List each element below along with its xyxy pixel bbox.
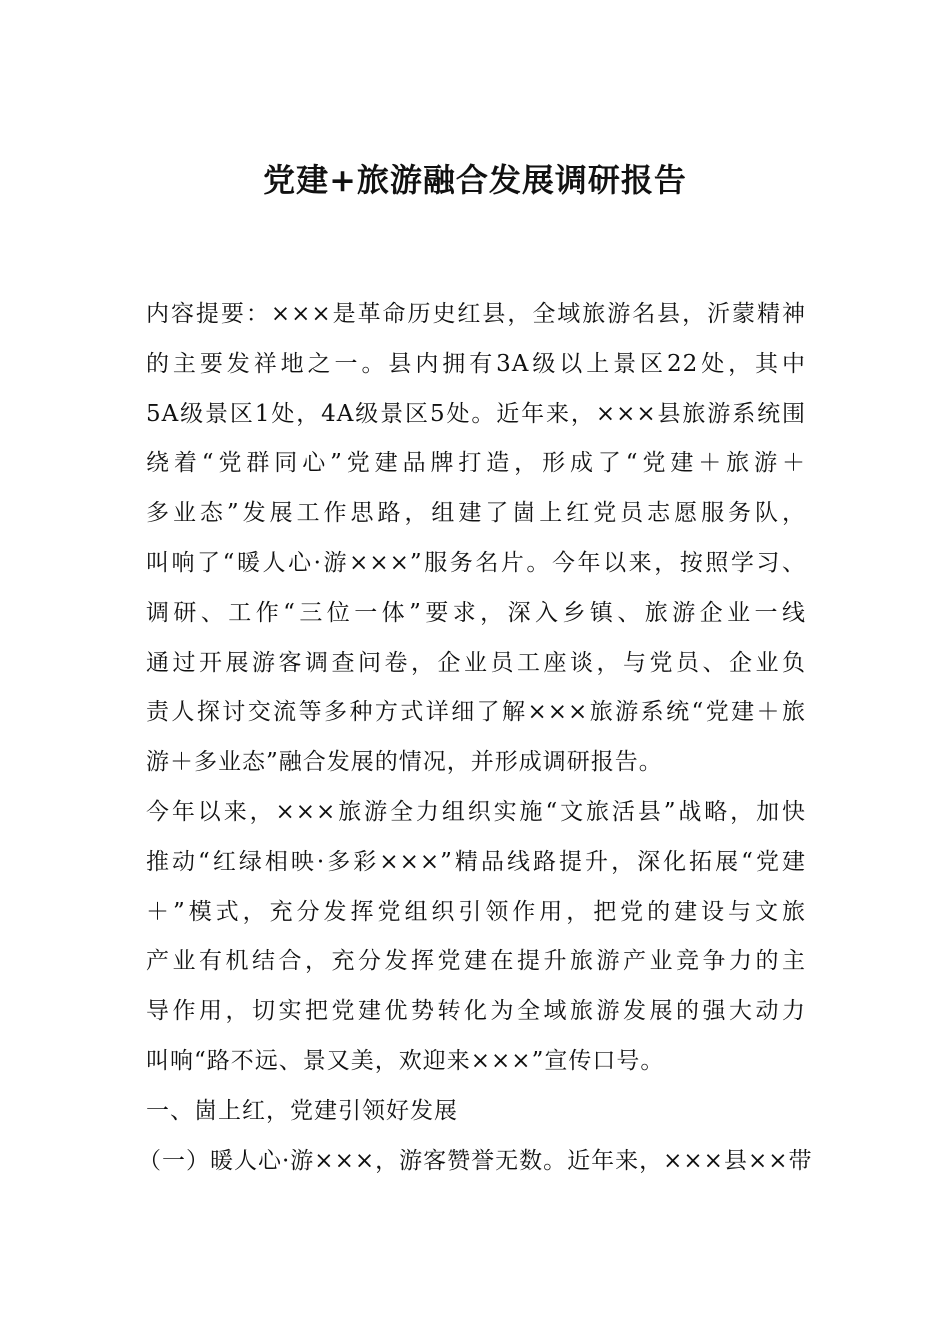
text-line: 的主要发祥地之一。县内拥有3A级以上景区22处，其中 [146,350,806,377]
section-heading [146,1087,806,1137]
paragraph-summary [146,290,806,788]
text-line: 调研、工作“三位一体”要求，深入乡镇、旅游企业一线 [146,599,806,626]
text-line: 内容提要：×××是革命历史红县，全域旅游名县，沂蒙精神 [146,301,806,327]
paragraph-overview [146,788,806,1087]
text-line: 一、崮上红，党建引领好发展 [146,1097,458,1124]
text-line: 产业有机结合，充分发挥党建在提升旅游产业竞争力的主 [146,948,806,975]
text-line: 导作用，切实把党建优势转化为全域旅游发展的强大动力 [146,998,806,1025]
text-line: 叫响“路不远、景又美，欢迎来×××”宣传口号。 [146,1047,665,1074]
text-line: ＋”模式，充分发挥党组织引领作用，把党的建设与文旅 [146,898,806,925]
text-line: 多业态”发展工作思路，组建了崮上红党员志愿服务队， [146,500,806,527]
document-body [138,290,813,1186]
text-line: （一）暖人心·游×××，游客赞誉无数。近年来，×××县××带 [138,1147,813,1174]
text-line: 责人探讨交流等多种方式详细了解×××旅游系统“党建＋旅 [146,699,806,726]
text-line: 今年以来，×××旅游全力组织实施“文旅活县”战略，加快 [146,798,806,825]
text-line: 通过开展游客调查问卷，企业员工座谈，与党员、企业负 [146,649,806,676]
subsection-paragraph [138,1137,813,1187]
text-line: 推动“红绿相映·多彩×××”精品线路提升，深化拓展“党建 [146,848,806,875]
text-line: 叫响了“暖人心·游×××”服务名片。今年以来，按照学习、 [146,549,806,576]
text-line: 游＋多业态”融合发展的情况，并形成调研报告。 [146,749,663,776]
text-line: 5A级景区1处，4A级景区5处。近年来，×××县旅游系统围 [146,400,806,427]
text-line: 绕着“党群同心”党建品牌打造，形成了“党建＋旅游＋ [146,450,806,477]
document-title: 党建+旅游融合发展调研报告 [263,161,687,199]
